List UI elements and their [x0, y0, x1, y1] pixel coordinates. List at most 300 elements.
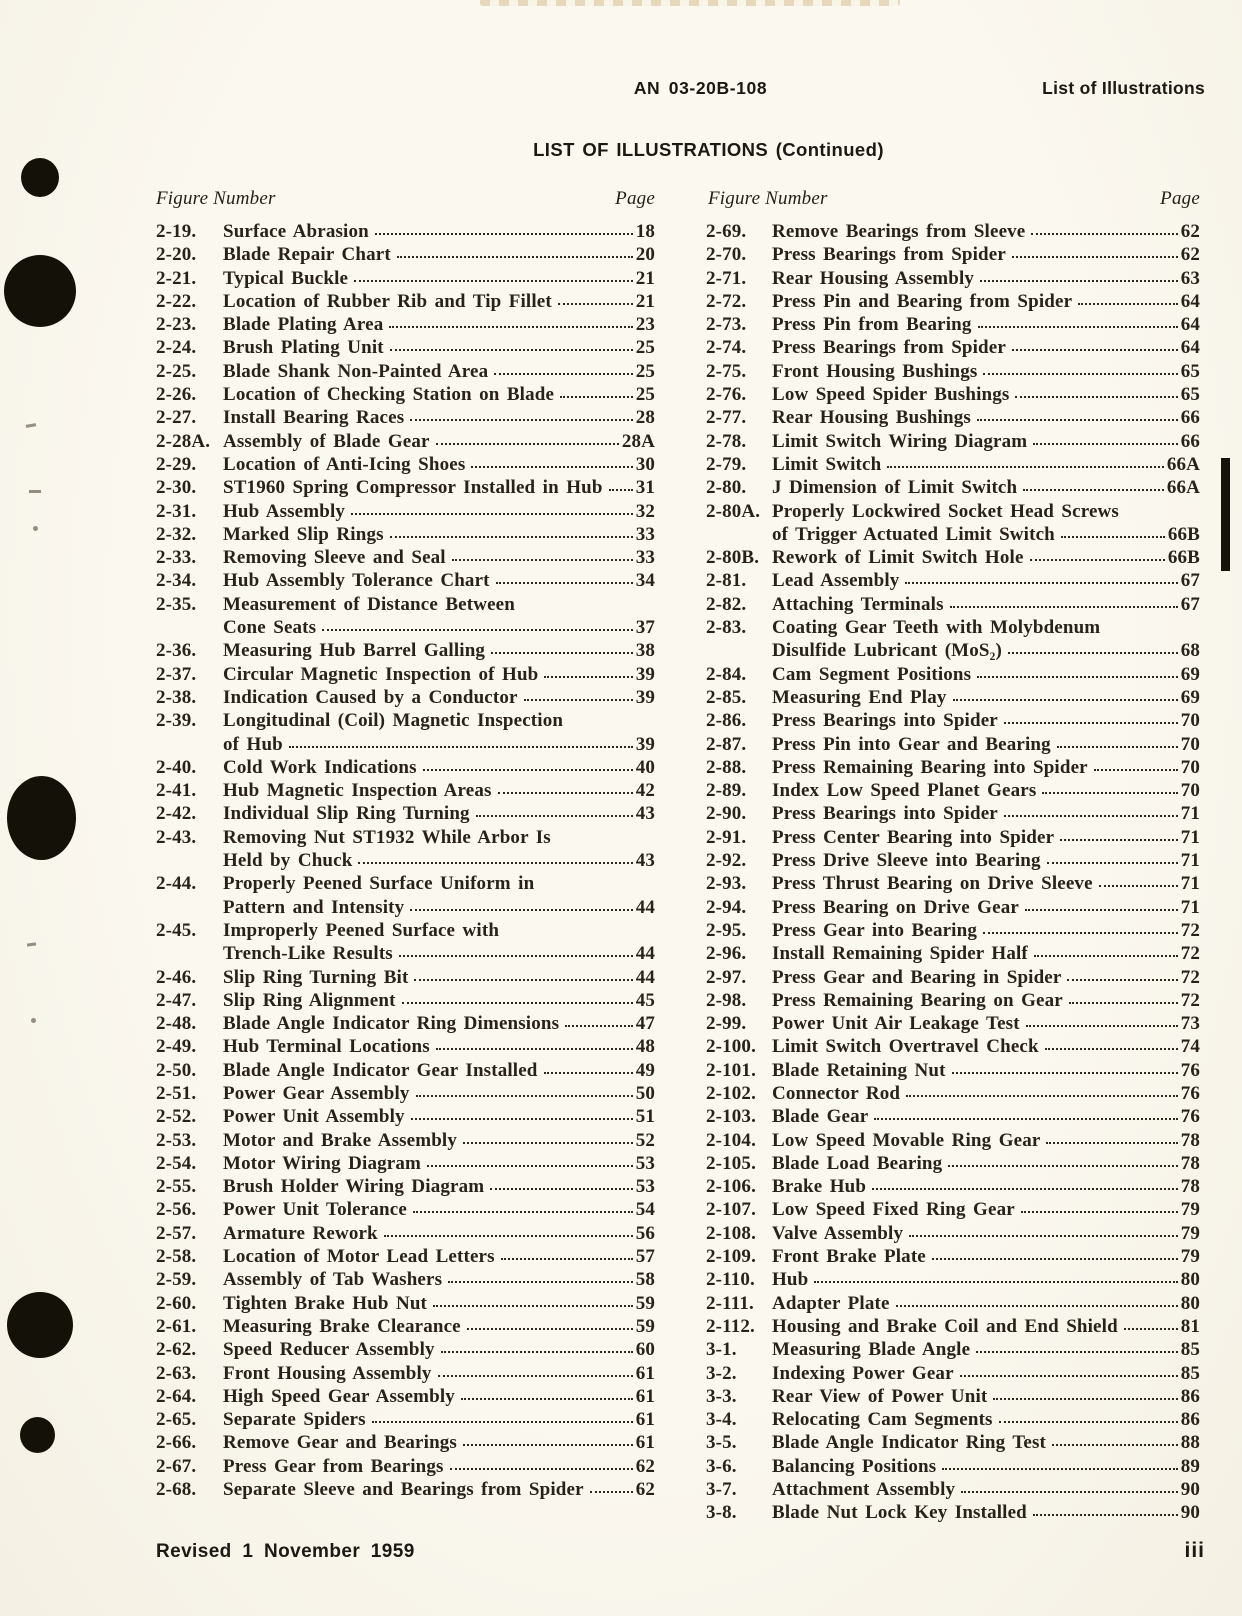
toc-entry — [156, 1152, 655, 1175]
dot-leaders — [896, 1305, 1178, 1307]
punch-hole-mark — [4, 255, 76, 327]
figure-title: Press Pin from Bearing — [772, 314, 972, 336]
dot-leaders — [609, 489, 633, 491]
figure-title-block — [772, 1105, 1200, 1128]
toc-entry — [706, 430, 1200, 453]
figure-title: Location of Anti-Icing Shoes — [223, 453, 466, 475]
figure-title-block — [772, 1152, 1200, 1175]
dot-leaders — [410, 419, 632, 421]
figure-number: 2-25. — [156, 360, 197, 382]
figure-number: 3-8. — [706, 1502, 737, 1524]
figure-title: Power Unit Assembly — [223, 1106, 405, 1128]
toc-line — [772, 593, 1200, 616]
figure-title-block — [772, 1198, 1200, 1221]
toc-entry — [706, 966, 1200, 989]
figure-title: Blade Shank Non-Painted Area — [223, 360, 489, 382]
toc-entry — [706, 756, 1200, 779]
dot-leaders — [476, 815, 633, 817]
dot-leaders — [467, 1328, 633, 1330]
figure-number: 2-57. — [156, 1222, 197, 1244]
toc-line — [772, 1455, 1200, 1478]
figure-title: Blade Repair Chart — [223, 244, 391, 266]
figure-number: 2-36. — [156, 640, 197, 662]
toc-entry — [706, 1245, 1200, 1268]
dot-leaders — [390, 536, 633, 538]
toc-line — [772, 523, 1200, 546]
toc-line — [223, 523, 655, 546]
page-number: 61 — [635, 1362, 655, 1384]
page-number: 66 — [1180, 430, 1200, 452]
figure-title-block — [223, 872, 655, 919]
toc-line — [223, 826, 655, 849]
figure-number: 2-102. — [706, 1082, 756, 1104]
toc-entry — [156, 1175, 655, 1198]
dot-leaders — [1069, 1002, 1178, 1004]
dot-leaders — [953, 699, 1178, 701]
figure-title: Low Speed Spider Bushings — [772, 384, 1010, 406]
toc-entry — [706, 1455, 1200, 1478]
left-column — [156, 220, 655, 1501]
page-number: 79 — [1180, 1246, 1200, 1268]
dot-leaders — [461, 1398, 633, 1400]
figure-title-block — [772, 1431, 1200, 1454]
dot-leaders — [948, 1165, 1177, 1167]
toc-entry — [706, 663, 1200, 686]
figure-title-block — [223, 569, 655, 592]
margin-artifact — [29, 490, 41, 493]
dot-leaders — [906, 1095, 1178, 1097]
figure-title-block — [772, 849, 1200, 872]
toc-line — [772, 989, 1200, 1012]
toc-line — [772, 546, 1200, 569]
page-number: 53 — [635, 1152, 655, 1174]
figure-number: 2-54. — [156, 1152, 197, 1174]
figure-title-block — [223, 267, 655, 290]
figure-title: Press Drive Sleeve into Bearing — [772, 850, 1041, 872]
figure-title: Power Gear Assembly — [223, 1082, 410, 1104]
figure-title-block — [772, 872, 1200, 895]
toc-entry — [706, 569, 1200, 592]
dot-leaders — [416, 1095, 633, 1097]
figure-title-block — [772, 1338, 1200, 1361]
toc-entry — [156, 500, 655, 523]
toc-entry — [706, 1268, 1200, 1291]
dot-leaders — [1021, 1211, 1178, 1213]
page-number: 39 — [635, 733, 655, 755]
page-number: 67 — [1180, 593, 1200, 615]
dot-leaders — [558, 303, 633, 305]
figure-title: Power Unit Air Leakage Test — [772, 1013, 1020, 1035]
right-column-header — [708, 188, 1200, 210]
figure-number: 2-112. — [706, 1315, 755, 1337]
figure-title: Measurement of Distance Between — [223, 593, 515, 615]
figure-number: 2-30. — [156, 477, 197, 499]
figure-title-block — [772, 360, 1200, 383]
dot-leaders — [977, 676, 1177, 678]
figure-number: 2-72. — [706, 290, 747, 312]
figure-title: Blade Gear — [772, 1106, 869, 1128]
figure-number: 2-78. — [706, 430, 747, 452]
figure-number: 2-91. — [706, 826, 747, 848]
toc-line — [772, 453, 1200, 476]
page-number: 25 — [635, 360, 655, 382]
toc-line — [772, 686, 1200, 709]
toc-entry — [156, 267, 655, 290]
figure-title: Press Pin and Bearing from Spider — [772, 290, 1073, 312]
toc-entry — [156, 1198, 655, 1221]
toc-line — [772, 872, 1200, 895]
figure-title-block — [223, 406, 655, 429]
toc-line — [772, 267, 1200, 290]
toc-entry — [706, 1129, 1200, 1152]
figure-title: Slip Ring Alignment — [223, 989, 396, 1011]
page-number: 50 — [635, 1082, 655, 1104]
page-number: 59 — [635, 1292, 655, 1314]
figure-title-block — [223, 989, 655, 1012]
toc-entry — [156, 523, 655, 546]
page-number: 44 — [635, 943, 655, 965]
figure-title-block — [223, 1175, 655, 1198]
figure-number: 2-34. — [156, 570, 197, 592]
page-number: 66 — [1180, 407, 1200, 429]
dot-leaders — [1052, 1444, 1178, 1446]
right-column — [706, 220, 1200, 1525]
toc-line — [223, 872, 655, 895]
figure-title: Install Remaining Spider Half — [772, 943, 1028, 965]
toc-entry — [706, 989, 1200, 1012]
dot-leaders — [905, 582, 1177, 584]
page-number: 89 — [1180, 1455, 1200, 1477]
figure-title-block — [223, 1059, 655, 1082]
page-number: 20 — [635, 244, 655, 266]
toc-entry — [156, 1292, 655, 1315]
figure-title: Motor and Brake Assembly — [223, 1129, 458, 1151]
toc-line — [772, 430, 1200, 453]
figure-title: Rear View of Power Unit — [772, 1385, 988, 1407]
figure-title: Press Bearings from Spider — [772, 337, 1006, 359]
figure-number: 2-20. — [156, 244, 197, 266]
dot-leaders — [450, 1468, 633, 1470]
page-number: 53 — [635, 1176, 655, 1198]
figure-title: Properly Lockwired Socket Head Screws — [772, 500, 1119, 522]
dot-leaders — [932, 1258, 1178, 1260]
toc-entry — [156, 756, 655, 779]
page-number: 31 — [635, 477, 655, 499]
toc-entry — [706, 709, 1200, 732]
figure-title-block — [223, 220, 655, 243]
figure-title-block — [223, 663, 655, 686]
figure-number: 2-60. — [156, 1292, 197, 1314]
toc-line — [223, 779, 655, 802]
figure-number: 2-19. — [156, 221, 197, 242]
page-number: 40 — [635, 756, 655, 778]
dot-leaders — [565, 1025, 633, 1027]
toc-entry — [706, 1082, 1200, 1105]
toc-line — [772, 1408, 1200, 1431]
toc-line — [223, 639, 655, 662]
page-number: 69 — [1180, 686, 1200, 708]
page-number: 71 — [1180, 850, 1200, 872]
toc-line — [772, 1245, 1200, 1268]
dot-leaders — [1012, 349, 1178, 351]
toc-entry — [156, 593, 655, 640]
figure-title-block — [223, 336, 655, 359]
page-number: 64 — [1180, 290, 1200, 312]
figure-title-block — [772, 383, 1200, 406]
figure-title-block — [772, 1035, 1200, 1058]
figure-title: Remove Bearings from Sleeve — [772, 221, 1026, 242]
toc-entry — [156, 1082, 655, 1105]
figure-title-block — [772, 220, 1200, 243]
toc-entry — [156, 1129, 655, 1152]
toc-entry — [706, 476, 1200, 499]
dot-leaders — [874, 1118, 1177, 1120]
figure-title: Marked Slip Rings — [223, 523, 384, 545]
page-number: 70 — [1180, 780, 1200, 802]
punch-hole-mark — [7, 1292, 73, 1358]
toc-entry — [156, 243, 655, 266]
figure-number: 2-45. — [156, 919, 197, 941]
dot-leaders — [410, 909, 632, 911]
figure-number: 2-35. — [156, 593, 197, 615]
toc-line — [223, 406, 655, 429]
toc-entry — [156, 453, 655, 476]
figure-title-block — [772, 1408, 1200, 1431]
toc-line — [223, 290, 655, 313]
figure-number: 2-32. — [156, 523, 197, 545]
toc-line — [223, 686, 655, 709]
figure-number: 2-96. — [706, 943, 747, 965]
page-number: 79 — [1180, 1199, 1200, 1221]
dot-leaders — [397, 256, 633, 258]
figure-title-block — [772, 1292, 1200, 1315]
figure-number: 2-68. — [156, 1479, 197, 1501]
page-number: 66B — [1167, 547, 1200, 569]
figure-title-block — [223, 1338, 655, 1361]
page-number: 64 — [1180, 314, 1200, 336]
toc-entry — [706, 1385, 1200, 1408]
figure-title-block — [772, 290, 1200, 313]
dot-leaders — [501, 1258, 633, 1260]
toc-line — [223, 1385, 655, 1408]
figure-title: Disulfide Lubricant (MoS₂) — [772, 640, 1002, 662]
figure-number: 2-43. — [156, 826, 197, 848]
figure-number: 2-55. — [156, 1176, 197, 1198]
figure-title-block — [772, 896, 1200, 919]
dot-leaders — [560, 396, 633, 398]
figure-number: 2-77. — [706, 407, 747, 429]
figure-title: Assembly of Blade Gear — [223, 430, 430, 452]
figure-title: Speed Reducer Assembly — [223, 1339, 435, 1361]
figure-title-block — [223, 1152, 655, 1175]
figure-title-block — [772, 966, 1200, 989]
dot-leaders — [977, 419, 1178, 421]
figure-number: 2-66. — [156, 1432, 197, 1454]
toc-line — [223, 569, 655, 592]
toc-entry — [706, 1292, 1200, 1315]
figure-title: of Trigger Actuated Limit Switch — [772, 523, 1055, 545]
toc-line — [772, 756, 1200, 779]
figure-title: Hub Assembly — [223, 500, 346, 522]
figure-number: 2-80. — [706, 477, 747, 499]
dot-leaders — [452, 559, 633, 561]
dot-leaders — [950, 606, 1178, 608]
figure-title-block — [772, 756, 1200, 779]
figure-title: J Dimension of Limit Switch — [772, 477, 1018, 499]
figure-title: Rear Housing Assembly — [772, 267, 975, 289]
dot-leaders — [448, 1281, 633, 1283]
toc-line — [772, 942, 1200, 965]
document-number: AN 03-20B-108 — [633, 78, 768, 98]
figure-number: 2-85. — [706, 686, 747, 708]
figure-title-block — [223, 290, 655, 313]
page-number: 62 — [635, 1455, 655, 1477]
dot-leaders — [423, 769, 633, 771]
page-number: 72 — [1180, 943, 1200, 965]
toc-line — [772, 383, 1200, 406]
figure-number: 2-64. — [156, 1385, 197, 1407]
figure-number: 2-106. — [706, 1176, 756, 1198]
figure-number: 2-24. — [156, 337, 197, 359]
toc-line — [223, 1152, 655, 1175]
left-column-header — [156, 188, 655, 210]
toc-entry — [706, 779, 1200, 802]
toc-line — [772, 476, 1200, 499]
figure-number: 2-97. — [706, 966, 747, 988]
figure-title: Low Speed Movable Ring Gear — [772, 1129, 1041, 1151]
figure-title-block — [772, 430, 1200, 453]
page-number: 57 — [635, 1246, 655, 1268]
page-number: 44 — [635, 966, 655, 988]
figure-number: 2-28A. — [156, 430, 211, 452]
toc-entry — [706, 733, 1200, 756]
page-number: 71 — [1180, 803, 1200, 825]
dot-leaders — [952, 1072, 1178, 1074]
figure-title-block — [223, 593, 655, 640]
figure-title: Trench-Like Results — [223, 943, 393, 965]
dot-leaders — [496, 582, 633, 584]
page-number: 52 — [635, 1129, 655, 1151]
toc-entry — [156, 1385, 655, 1408]
dot-leaders — [544, 1072, 633, 1074]
margin-artifact — [26, 423, 36, 428]
dot-leaders — [544, 676, 632, 678]
figure-number: 2-31. — [156, 500, 197, 522]
figure-title: Coating Gear Teeth with Molybdenum — [772, 617, 1101, 639]
figure-title: Cold Work Indications — [223, 756, 417, 778]
figure-title: High Speed Gear Assembly — [223, 1385, 455, 1407]
figure-number: 2-37. — [156, 663, 197, 685]
toc-entry — [706, 546, 1200, 569]
figure-number: 2-100. — [706, 1036, 756, 1058]
figure-title: Front Housing Assembly — [223, 1362, 432, 1384]
figure-title: Motor Wiring Diagram — [223, 1152, 421, 1174]
figure-number: 2-87. — [706, 733, 747, 755]
dot-leaders — [1012, 256, 1178, 258]
toc-line — [772, 1501, 1200, 1524]
figure-number: 3-7. — [706, 1479, 737, 1501]
dot-leaders — [1033, 1514, 1178, 1516]
page-number: 58 — [635, 1269, 655, 1291]
figure-title: Relocating Cam Segments — [772, 1409, 993, 1431]
toc-entry — [706, 1478, 1200, 1501]
figure-title-block — [223, 1362, 655, 1385]
dot-leaders — [999, 1421, 1178, 1423]
page-number: 39 — [635, 686, 655, 708]
page-number: 74 — [1180, 1036, 1200, 1058]
toc-line — [772, 966, 1200, 989]
toc-entry — [156, 1245, 655, 1268]
dot-leaders — [993, 1398, 1177, 1400]
page-number: 78 — [1180, 1129, 1200, 1151]
dot-leaders — [942, 1468, 1177, 1470]
figure-title-block — [772, 569, 1200, 592]
figure-number: 2-95. — [706, 919, 747, 941]
dot-leaders — [814, 1281, 1177, 1283]
figure-number: 2-108. — [706, 1222, 756, 1244]
toc-entry — [706, 336, 1200, 359]
figure-title-block — [223, 383, 655, 406]
figure-number: 2-86. — [706, 710, 747, 732]
page-number: 39 — [635, 663, 655, 685]
dot-leaders — [322, 629, 632, 631]
page-number: 70 — [1180, 710, 1200, 732]
toc-entry — [706, 290, 1200, 313]
toc-line — [772, 220, 1200, 243]
dot-leaders — [1046, 1142, 1177, 1144]
toc-line — [772, 1082, 1200, 1105]
page-title: LIST OF ILLUSTRATIONS (Continued) — [533, 139, 884, 160]
figure-title-block — [772, 1082, 1200, 1105]
toc-entry — [706, 686, 1200, 709]
figure-title-block — [772, 826, 1200, 849]
figure-number: 3-2. — [706, 1362, 737, 1384]
toc-line — [223, 1431, 655, 1454]
toc-line — [223, 360, 655, 383]
page-number: 72 — [1180, 966, 1200, 988]
toc-entry — [156, 1455, 655, 1478]
figure-title: Attaching Terminals — [772, 593, 944, 615]
toc-entry — [156, 360, 655, 383]
dot-leaders — [490, 1188, 632, 1190]
page-number: 90 — [1180, 1502, 1200, 1524]
figure-title: Press Bearings into Spider — [772, 803, 998, 825]
folio-page-number: iii — [1184, 1539, 1205, 1562]
page-number: 65 — [1180, 360, 1200, 382]
toc-line — [223, 966, 655, 989]
figure-number: 3-4. — [706, 1409, 737, 1431]
toc-line — [223, 733, 655, 756]
toc-line — [223, 1082, 655, 1105]
page-number: 61 — [635, 1385, 655, 1407]
figure-title: Rework of Limit Switch Hole — [772, 547, 1024, 569]
margin-artifact — [33, 526, 38, 531]
page-number: 68 — [1180, 640, 1200, 662]
toc-entry — [706, 453, 1200, 476]
toc-line — [223, 1035, 655, 1058]
figure-title: Circular Magnetic Inspection of Hub — [223, 663, 539, 685]
figure-number: 2-73. — [706, 314, 747, 336]
dot-leaders — [411, 1118, 633, 1120]
figure-title-block — [772, 1385, 1200, 1408]
toc-entry — [706, 919, 1200, 942]
toc-entry — [706, 1222, 1200, 1245]
dot-leaders — [1031, 233, 1177, 235]
page-number: 49 — [635, 1059, 655, 1081]
figure-title-block — [772, 406, 1200, 429]
figure-title: Blade Plating Area — [223, 314, 384, 336]
toc-entry — [156, 686, 655, 709]
